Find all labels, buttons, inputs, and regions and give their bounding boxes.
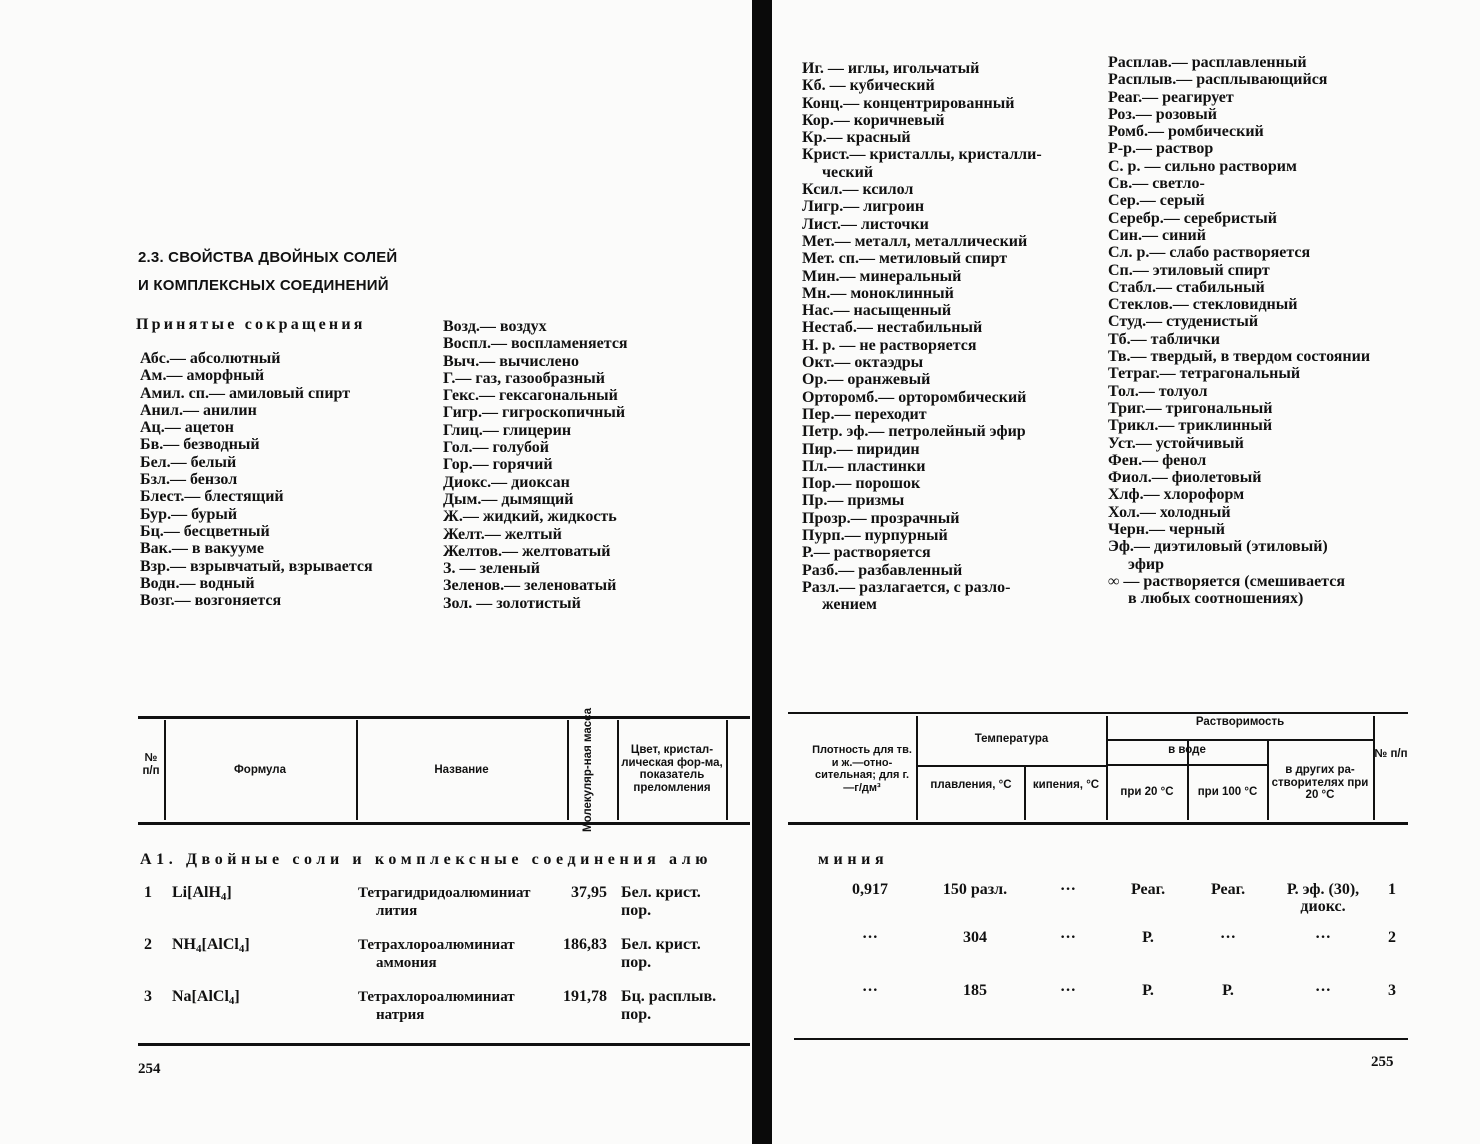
formula-part: ] xyxy=(244,936,250,953)
abbreviation-entry: Фен.— фенол xyxy=(1108,451,1207,469)
row-number: 1 xyxy=(1388,881,1396,898)
abbreviation-entry: Диокс.— диоксан xyxy=(443,473,570,491)
abbreviation-entry: Пир.— пиридин xyxy=(802,440,920,458)
abbreviation-entry: Р.— растворяется xyxy=(802,544,931,562)
abbreviation-entry: Бур.— бурый xyxy=(140,505,238,523)
abbreviation-entry: Абс.— абсолютный xyxy=(140,350,281,367)
abbreviation-entry: Эф.— диэтиловый (этиловый) xyxy=(1108,538,1328,556)
header-boiling: кипения, °C xyxy=(1032,779,1100,791)
abbreviation-entry: Прозр.— прозрачный xyxy=(802,509,960,527)
abbreviation-entry: Возд.— воздух xyxy=(443,318,547,335)
solubility-other: ··· xyxy=(1314,929,1331,946)
abbreviation-entry: Глиц.— глицерин xyxy=(443,421,572,439)
abbreviation-entry: Бв.— безводный xyxy=(140,436,260,454)
header-no: № п/п xyxy=(1374,748,1408,760)
row-number: 3 xyxy=(144,988,152,1005)
abbreviation-list-col3 xyxy=(802,60,1042,614)
section-heading xyxy=(138,244,397,300)
abbreviation-list-col2 xyxy=(443,318,628,612)
abbreviation-entry: Нестаб.— нестабильный xyxy=(802,319,983,337)
color-form: Бел. крист. xyxy=(621,936,701,953)
abbreviation-entry: Вак.— в вакууме xyxy=(140,540,264,558)
color-form-cont: пор. xyxy=(621,954,652,971)
header-in-water: в воде xyxy=(1168,744,1206,756)
col-divider xyxy=(567,720,569,820)
col-divider xyxy=(1106,716,1108,820)
solubility-water-20: Р. xyxy=(1142,929,1154,946)
density: ··· xyxy=(861,929,878,946)
abbreviations-title: Принятые сокращения xyxy=(136,316,366,333)
abbreviation-entry: Мин.— минеральный xyxy=(802,267,962,285)
abbreviation-entry: Г.— газ, газообразный xyxy=(443,369,605,387)
formula-subscript: 4 xyxy=(220,891,227,903)
molecular-mass: 191,78 xyxy=(563,988,607,1005)
abbreviation-entry: Лист.— листочки xyxy=(802,215,929,233)
abbreviation-entry: Сл. р.— слабо растворяется xyxy=(1108,244,1311,262)
abbreviation-entry: Кр.— красный xyxy=(802,129,911,147)
abbreviation-entry: Возг.— возгоняется xyxy=(140,592,282,610)
abbreviation-entry: Тв.— твердый, в твердом состоянии xyxy=(1108,348,1371,366)
formula-part: ] xyxy=(234,988,240,1005)
group-title: А1. Двойные соли и комплексные соединения алю xyxy=(140,851,713,868)
formula-part: [AlCl xyxy=(201,936,239,953)
abbreviation-entry: Расплыв.— расплывающийся xyxy=(1108,71,1328,89)
header-mass: Молекуляр-ная масса xyxy=(582,707,594,832)
abbreviation-entry: Лигр.— лигроин xyxy=(802,198,925,216)
abbreviation-entry: Конц.— концентрированный xyxy=(802,94,1015,112)
book-spine xyxy=(752,0,774,1144)
solubility-water-100: Реаг. xyxy=(1210,881,1246,898)
abbreviation-list-col4 xyxy=(1108,54,1370,608)
abbreviation-entry: Разб.— разбавленный xyxy=(802,561,963,579)
solubility-water-100: Р. xyxy=(1222,982,1234,999)
table-bottom-rule xyxy=(794,1038,1408,1040)
table-header-bottom-rule xyxy=(138,822,750,825)
abbreviation-entry: Окт.— октаэдры xyxy=(802,354,924,372)
abbreviation-entry: Амил. сп.— амиловый спирт xyxy=(140,384,351,402)
abbreviation-entry: Желтов.— желтоватый xyxy=(443,542,611,560)
formula-subscript: 4 xyxy=(196,943,202,955)
abbreviation-entry: Зол. — золотистый xyxy=(443,594,581,612)
abbreviation-entry: Гол.— голубой xyxy=(443,439,549,457)
abbreviation-entry: в любых соотношениях) xyxy=(1128,590,1304,608)
page-number-left: 254 xyxy=(138,1061,161,1077)
solubility-water-20: Реаг. xyxy=(1130,881,1166,898)
abbreviation-entry: З. — зеленый xyxy=(443,560,540,578)
abbreviation-entry: Серебр.— серебристый xyxy=(1108,209,1277,227)
molecular-mass: 186,83 xyxy=(563,936,607,953)
solubility-water-20: Р. xyxy=(1142,982,1154,999)
table-top-rule xyxy=(138,716,750,719)
compound-name: Тетрагидридоалюминиат xyxy=(358,885,531,901)
abbreviation-entry: Ксил.— ксилол xyxy=(802,181,914,199)
color-form: Бц. расплыв. xyxy=(621,988,717,1005)
boiling-point: ··· xyxy=(1059,881,1076,898)
abbreviation-entry: Ромб.— ромбический xyxy=(1108,123,1264,141)
color-form-cont: пор. xyxy=(621,1006,652,1023)
solubility-other: ··· xyxy=(1314,982,1331,999)
table-bottom-rule xyxy=(138,1043,750,1046)
section-heading-line1: 2.3. СВОЙСТВА ДВОЙНЫХ СОЛЕЙ xyxy=(138,249,398,266)
header-other-solvents: в других ра-створителях при 20 °C xyxy=(1271,764,1369,801)
abbreviation-entry: Св.— светло- xyxy=(1108,175,1205,193)
header-no: № п/п xyxy=(142,752,160,777)
formula-part: ] xyxy=(226,884,232,901)
abbreviation-entry: Зеленов.— зеленоватый xyxy=(443,577,617,595)
abbreviation-entry: Хол.— холодный xyxy=(1108,503,1231,521)
abbreviation-entry: Н. р. — не растворяется xyxy=(802,336,977,354)
abbreviation-entry: Бц.— бесцветный xyxy=(140,522,270,540)
abbreviation-entry: Студ.— студенистый xyxy=(1108,313,1259,331)
page-255 xyxy=(772,0,1480,1144)
formula-part: Na[AlCl xyxy=(172,988,229,1005)
abbreviation-entry: Черн.— черный xyxy=(1108,521,1225,539)
formula xyxy=(172,884,232,906)
abbreviation-entry: Пер.— переходит xyxy=(802,405,927,423)
abbreviation-entry: Пурп.— пурпурный xyxy=(802,527,948,545)
melting-point: 150 разл. xyxy=(942,881,1008,898)
compound-name-cont: лития xyxy=(376,903,418,919)
row-number: 2 xyxy=(144,936,152,953)
abbreviation-entry: Орторомб.— орторомбический xyxy=(802,388,1027,406)
abbreviation-entry: Выч.— вычислено xyxy=(443,352,579,370)
formula-part: NH xyxy=(172,936,196,953)
row-number: 2 xyxy=(1388,929,1396,946)
abbreviation-entry: Разл.— разлагается, с разло- xyxy=(802,578,1011,596)
abbreviation-entry: Желт.— желтый xyxy=(443,525,562,543)
table-top-rule xyxy=(788,712,1408,714)
col-divider xyxy=(726,720,728,820)
boiling-point: ··· xyxy=(1059,929,1076,946)
abbreviation-entry: С. р. — сильно растворим xyxy=(1108,157,1297,175)
abbreviation-entry: Мет. сп.— метиловый спирт xyxy=(802,250,1008,268)
abbreviation-entry: Тетраг.— тетрагональный xyxy=(1108,365,1301,383)
abbreviation-entry: Водн.— водный xyxy=(140,574,255,592)
abbreviation-entry: Сп.— этиловый спирт xyxy=(1108,261,1270,279)
row-number: 3 xyxy=(1388,982,1396,999)
compound-name: Тетрахлороалюминиат xyxy=(358,989,515,1005)
abbreviation-entry: Петр. эф.— петролейный эфир xyxy=(802,423,1026,441)
color-form: Бел. крист. xyxy=(621,884,701,901)
melting-point: 185 xyxy=(963,982,987,999)
formula xyxy=(172,936,250,958)
solubility-other-cont: диокс. xyxy=(1300,898,1346,915)
density: ··· xyxy=(861,982,878,999)
abbreviation-entry: Стеклов.— стекловидный xyxy=(1108,296,1298,314)
boiling-point: ··· xyxy=(1059,982,1076,999)
header-water-100: при 100 °C xyxy=(1197,786,1258,798)
abbreviation-entry: Гор.— горячий xyxy=(443,456,553,474)
formula-subscript: 4 xyxy=(238,943,245,955)
abbreviation-entry: Пр.— призмы xyxy=(802,492,905,510)
header-water-20: при 20 °C xyxy=(1120,786,1174,798)
abbreviation-entry: Нас.— насыщенный xyxy=(802,302,952,320)
compound-name-cont: аммония xyxy=(376,955,437,971)
abbreviation-entry: Кб. — кубический xyxy=(802,77,935,95)
solubility-water-100: ··· xyxy=(1219,929,1236,946)
solubility-other: Р. эф. (30), xyxy=(1286,881,1360,898)
abbreviation-entry: Тб.— таблички xyxy=(1108,330,1220,348)
abbreviation-entry: Роз.— розовый xyxy=(1108,105,1217,123)
col-divider xyxy=(916,716,918,820)
header-formula: Формула xyxy=(233,764,286,776)
abbreviation-entry: Гекс.— гексагональный xyxy=(443,387,618,405)
abbreviation-entry: Воспл.— воспламеняется xyxy=(443,335,628,353)
abbreviation-entry: Ор.— оранжевый xyxy=(802,371,931,389)
abbreviation-entry: Крист.— кристаллы, кристалли- xyxy=(802,146,1042,164)
compound-name-cont: натрия xyxy=(376,1007,425,1023)
abbreviation-entry: Пл.— пластинки xyxy=(802,457,926,475)
abbreviation-entry: Взр.— взрывчатый, взрывается xyxy=(140,557,373,575)
abbreviation-entry: ческий xyxy=(822,163,874,181)
header-melting: плавления, °C xyxy=(930,779,1012,791)
abbreviation-entry: Мн.— моноклинный xyxy=(802,284,954,302)
molecular-mass: 37,95 xyxy=(571,884,607,901)
abbreviation-entry: Син.— синий xyxy=(1108,226,1206,244)
formula xyxy=(172,988,240,1010)
header-solubility: Растворимость xyxy=(1195,716,1285,728)
abbreviation-entry: Гигр.— гигроскопичный xyxy=(443,404,626,422)
table-header-bottom-rule xyxy=(788,822,1408,825)
abbreviation-entry: Ж.— жидкий, жидкость xyxy=(443,508,617,526)
header-density: Плотность для тв. и ж.—отно-сительная; для г.—г/дм³ xyxy=(812,744,912,794)
abbreviation-entry: Триг.— тригональный xyxy=(1108,399,1273,417)
abbreviation-entry: Хлф.— хлороформ xyxy=(1108,486,1245,504)
abbreviation-entry: Блест.— блестящий xyxy=(140,488,284,506)
col-divider xyxy=(1373,716,1375,820)
abbreviation-entry: Тол.— толуол xyxy=(1108,382,1208,400)
abbreviation-entry: Бел.— белый xyxy=(140,453,237,471)
abbreviation-entry: Кор.— коричневый xyxy=(802,111,945,129)
abbreviation-entry: Дым.— дымящий xyxy=(443,490,574,508)
header-color: Цвет, кристал-лическая фор-ма, показатель преломления xyxy=(621,744,723,794)
abbreviation-entry: Анил.— анилин xyxy=(140,401,257,419)
abbreviation-entry: Пор.— порошок xyxy=(802,475,921,493)
abbreviation-entry: Уст.— устойчивый xyxy=(1108,434,1244,452)
sub-rule xyxy=(1106,764,1267,766)
melting-point: 304 xyxy=(963,929,987,946)
abbreviation-list-col1 xyxy=(140,350,373,609)
formula-part: Li[AlH xyxy=(172,884,221,901)
abbreviation-entry: ∞ — растворяется (смешивается xyxy=(1108,572,1345,590)
header-name: Название xyxy=(434,764,489,776)
color-form-cont: пор. xyxy=(621,902,652,919)
formula-subscript: 4 xyxy=(228,995,235,1007)
page-number-right: 255 xyxy=(1371,1054,1394,1070)
col-divider xyxy=(1024,766,1026,820)
abbreviation-entry: жением xyxy=(822,596,877,614)
sub-rule xyxy=(1106,739,1373,741)
abbreviation-entry: Иг. — иглы, игольчатый xyxy=(802,60,980,77)
header-temperature: Температура xyxy=(974,733,1049,745)
group-title-continuation: миния xyxy=(818,851,889,868)
abbreviation-entry: Фиол.— фиолетовый xyxy=(1108,469,1262,487)
abbreviation-entry: эфир xyxy=(1128,555,1165,573)
abbreviation-entry: Бзл.— бензол xyxy=(140,471,238,489)
abbreviation-entry: Сер.— серый xyxy=(1108,192,1205,210)
row-number: 1 xyxy=(144,884,152,901)
abbreviation-entry: Реаг.— реагирует xyxy=(1108,88,1234,106)
abbreviation-entry: Расплав.— расплавленный xyxy=(1108,54,1307,71)
density: 0,917 xyxy=(852,881,888,898)
abbreviation-entry: Трикл.— триклинный xyxy=(1108,417,1273,435)
abbreviation-entry: Стабл.— стабильный xyxy=(1108,278,1265,296)
abbreviation-entry: Ам.— аморфный xyxy=(140,367,265,385)
abbreviation-entry: Ац.— ацетон xyxy=(140,419,234,437)
abbreviation-entry: Мет.— металл, металлический xyxy=(802,232,1028,250)
compound-name: Тетрахлороалюминиат xyxy=(358,937,515,953)
sub-rule xyxy=(916,765,1106,767)
abbreviation-entry: Р-р.— раствор xyxy=(1108,140,1214,158)
section-heading-line2: И КОМПЛЕКСНЫХ СОЕДИНЕНИЙ xyxy=(138,277,389,294)
